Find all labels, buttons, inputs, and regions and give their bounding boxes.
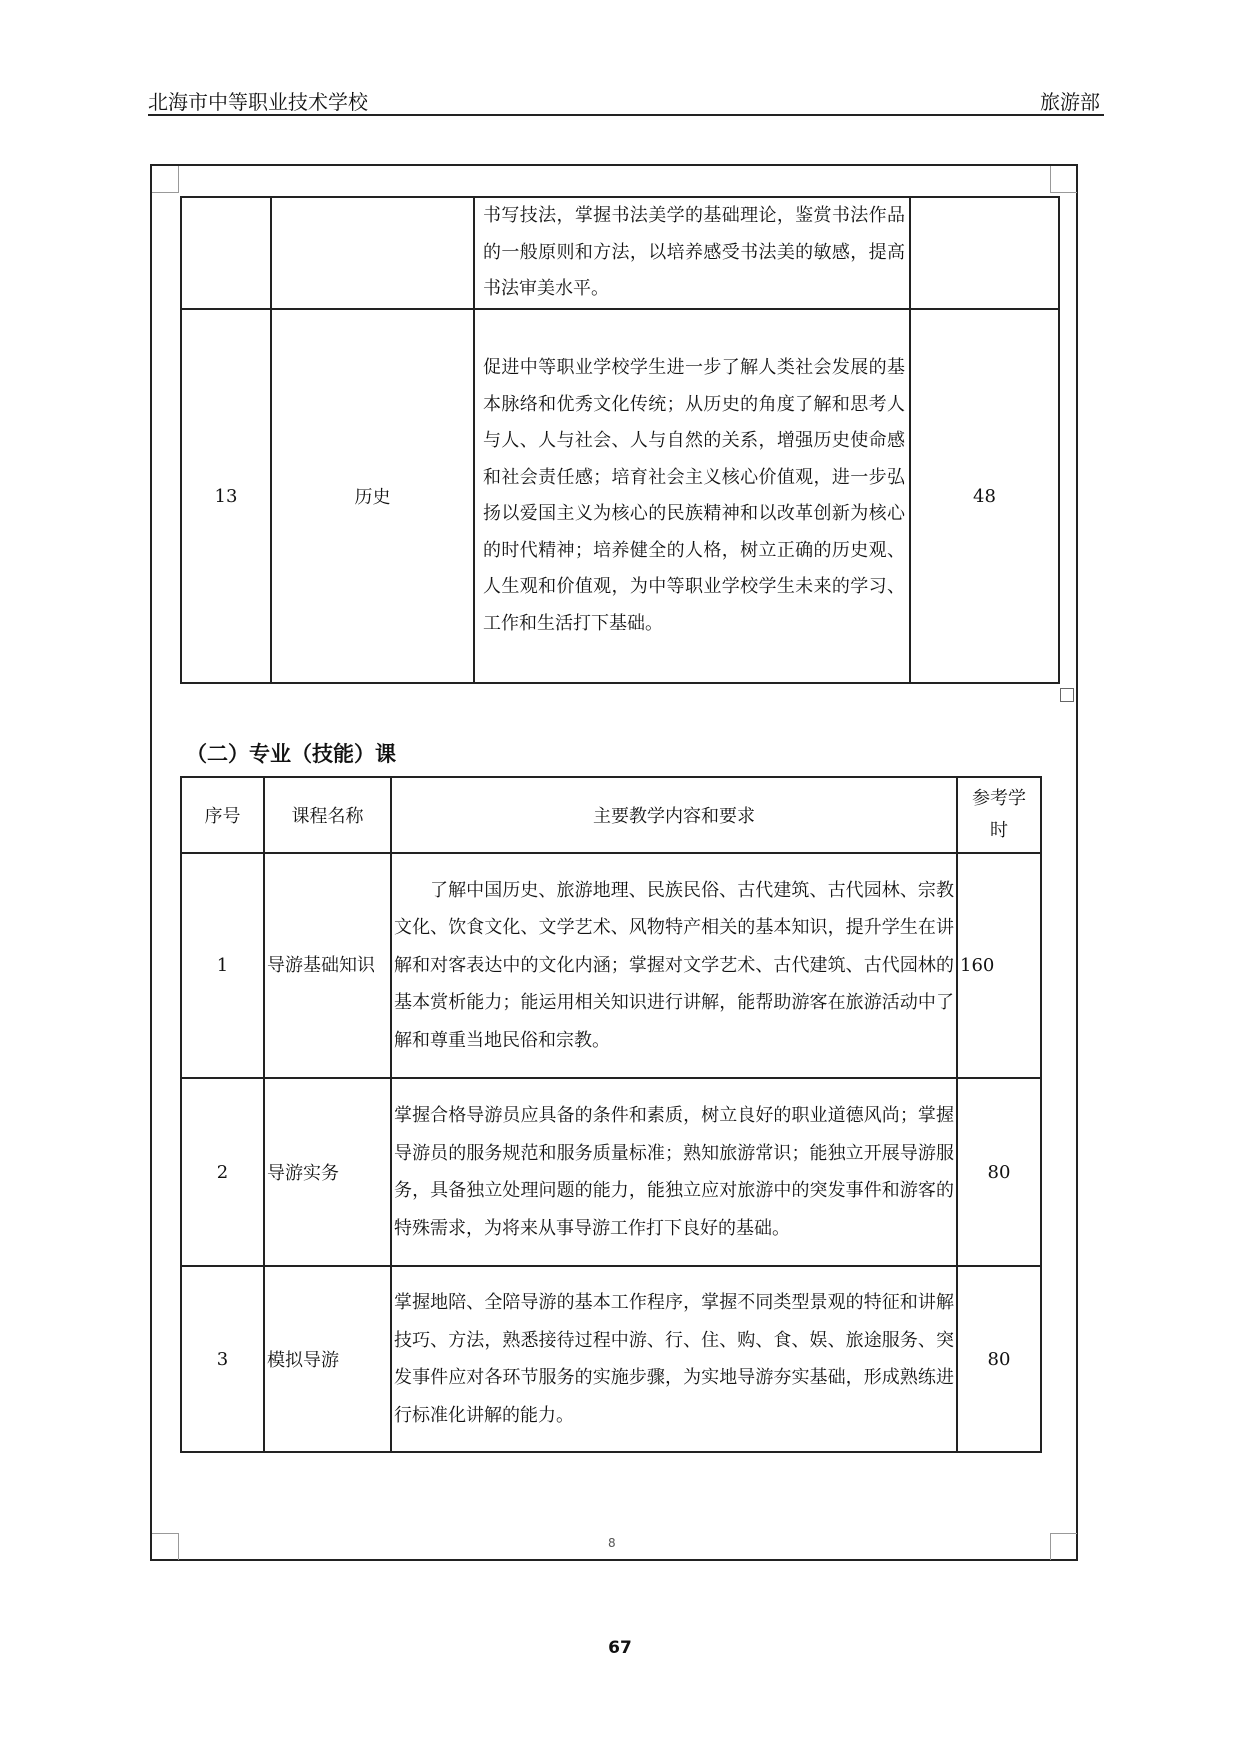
professional-course-table: [180, 776, 1042, 1453]
crop-mark-top-right: [1050, 166, 1077, 193]
inner-page-number: 8: [608, 1536, 616, 1550]
course-content-cell: 促进中等职业学校学生进一步了解人类社会发展的基本脉络和优秀文化传统；从历史的角度了解和思考人与人、人与社会、人与自然的关系，增强历史使命感和社会责任感；培育社会主义核心价值观，进一步弘扬以爱国主义为核心的民族精神和以改革创新为核心的时代精神；培养健全的人格，树立正确的历史观、人生观和价值观，为中等职业学校学生未来的学习、工作和生活打下基础。: [474, 309, 910, 683]
header-cell-number: 序号: [181, 777, 264, 853]
course-hours-cell: 80: [957, 1266, 1041, 1452]
course-name-cell: 导游基础知识: [264, 853, 391, 1078]
row-number-cell: 2: [181, 1078, 264, 1266]
course-hours-cell: [910, 197, 1059, 309]
row-number-cell: 1: [181, 853, 264, 1078]
crop-mark-top-left: [152, 166, 179, 193]
row-number-cell: 13: [181, 309, 271, 683]
header-cell-content: 主要教学内容和要求: [391, 777, 957, 853]
school-name: 北海市中等职业技术学校: [148, 90, 368, 114]
header-cell-course-name: 课程名称: [264, 777, 391, 853]
course-hours-cell: 48: [910, 309, 1059, 683]
section-title: （二）专业（技能）课: [186, 742, 396, 766]
department-name: 旅游部: [1040, 90, 1100, 114]
table-row: [181, 309, 1059, 683]
crop-mark-bottom-left: [152, 1533, 179, 1560]
table-row: [181, 197, 1059, 309]
course-content-cell: 掌握合格导游员应具备的条件和素质，树立良好的职业道德风尚；掌握导游员的服务规范和服务质量标准；熟知旅游常识；能独立开展导游服务，具备独立处理问题的能力，能独立应对旅游中的突发事件和游客的特殊需求，为将来从事导游工作打下良好的基础。: [391, 1078, 957, 1266]
table-resize-handle[interactable]: [1060, 688, 1074, 702]
table-row: [181, 1266, 1041, 1452]
table-header-row: [181, 777, 1041, 853]
course-hours-cell: 160: [957, 853, 1041, 1078]
course-name-cell: 导游实务: [264, 1078, 391, 1266]
course-content-cell: 掌握地陪、全陪导游的基本工作程序，掌握不同类型景观的特征和讲解技巧、方法，熟悉接待过程中游、行、住、购、食、娱、旅途服务、突发事件应对各环节服务的实施步骤，为实地导游夯实基础，形成熟练进行标准化讲解的能力。: [391, 1266, 957, 1452]
course-name-cell: 历史: [271, 309, 474, 683]
header-rule: [148, 114, 1104, 116]
course-content-cell: 了解中国历史、旅游地理、民族民俗、古代建筑、古代园林、宗教文化、饮食文化、文学艺术、风物特产相关的基本知识，提升学生在讲解和对客表达中的文化内涵；掌握对文学艺术、古代建筑、古代园林的基本赏析能力；能运用相关知识进行讲解，能帮助游客在旅游活动中了解和尊重当地民俗和宗教。: [391, 853, 957, 1078]
header-cell-hours: 参考学时: [957, 777, 1041, 853]
row-number-cell: [181, 197, 271, 309]
course-hours-cell: 80: [957, 1078, 1041, 1266]
row-number-cell: 3: [181, 1266, 264, 1452]
course-name-cell: 模拟导游: [264, 1266, 391, 1452]
course-name-cell: [271, 197, 474, 309]
page-number: 67: [608, 1638, 632, 1658]
table-row: [181, 853, 1041, 1078]
crop-mark-bottom-right: [1050, 1533, 1077, 1560]
course-content-cell: 书写技法，掌握书法美学的基础理论，鉴赏书法作品的一般原则和方法，以培养感受书法美的敏感，提高书法审美水平。: [474, 197, 910, 309]
general-course-table: [180, 196, 1060, 684]
table-row: [181, 1078, 1041, 1266]
